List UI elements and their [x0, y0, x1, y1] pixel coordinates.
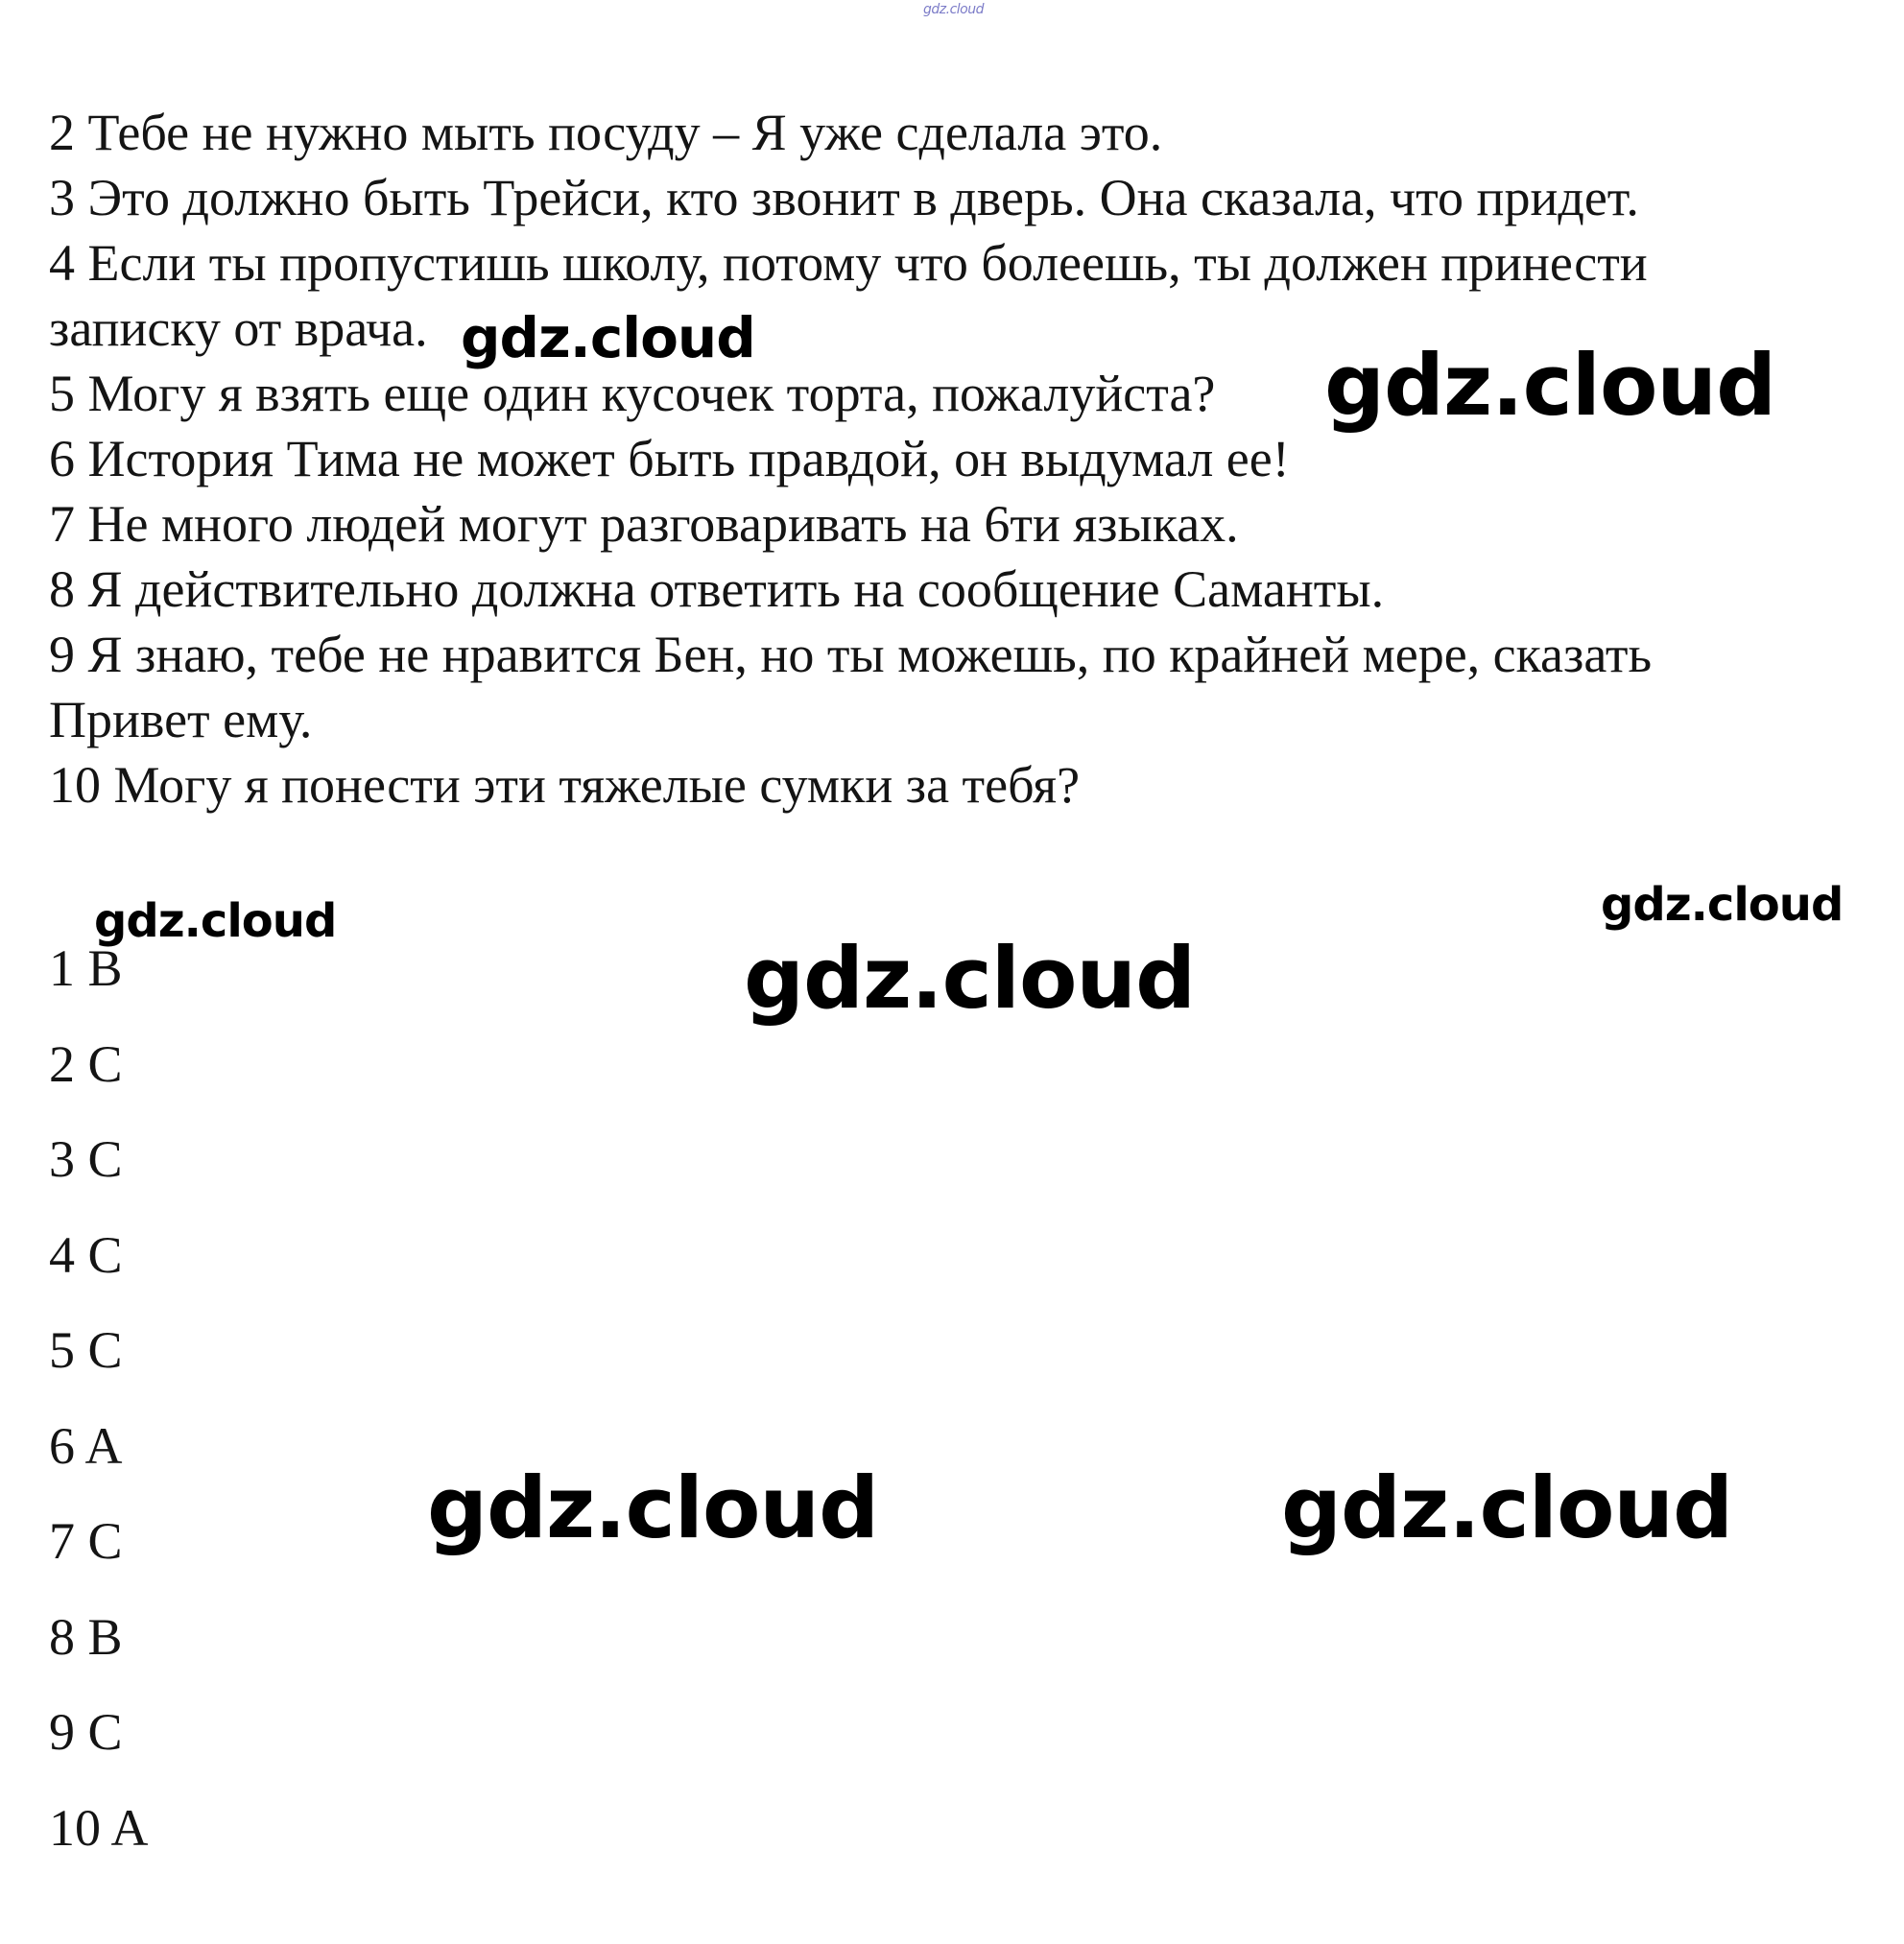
- answer-item: 6 A: [49, 1416, 123, 1475]
- translation-line: 5 Могу я взять еще один кусочек торта, пожалуйста?: [49, 365, 1216, 422]
- answer-list: [49, 936, 149, 1890]
- answer-item: 9 C: [49, 1703, 123, 1761]
- answer-item: 8 B: [49, 1607, 123, 1666]
- watermark: gdz.cloud: [744, 929, 1196, 1028]
- watermark: gdz.cloud: [461, 305, 755, 370]
- answer-item: 10 A: [49, 1798, 149, 1857]
- watermark: gdz.cloud: [1324, 336, 1776, 435]
- translation-line: 2 Тебе не нужно мыть посуду – Я уже сделала это.: [49, 104, 1163, 161]
- translation-line: 8 Я действительно должна ответить на сообщение Саманты.: [49, 560, 1385, 618]
- watermark: gdz.cloud: [1281, 1458, 1733, 1557]
- translation-line: 10 Могу я понести эти тяжелые сумки за тебя?: [49, 756, 1081, 814]
- answer-item: 5 C: [49, 1321, 123, 1379]
- translation-line: 4 Если ты пропустишь школу, потому что болеешь, ты должен принести: [49, 234, 1648, 292]
- answer-item: 3 C: [49, 1130, 123, 1188]
- answer-item: 1 B: [49, 939, 123, 997]
- site-mark: gdz.cloud: [923, 2, 984, 17]
- answer-item: 2 C: [49, 1034, 123, 1093]
- translation-line: Привет ему.: [49, 691, 313, 748]
- translation-line: 7 Не много людей могут разговаривать на 6ти языках.: [49, 495, 1239, 553]
- translation-line: записку от врача.: [49, 299, 428, 357]
- answer-item: 4 C: [49, 1225, 123, 1284]
- watermark: gdz.cloud: [427, 1458, 879, 1557]
- translation-line: 9 Я знаю, тебе не нравится Бен, но ты можешь, по крайней мере, сказать: [49, 626, 1653, 683]
- watermark: gdz.cloud: [94, 894, 337, 948]
- translation-list: [49, 100, 1872, 818]
- answer-item: 7 C: [49, 1512, 123, 1570]
- translation-line: 6 История Тима не может быть правдой, он выдумал ее!: [49, 430, 1290, 487]
- translation-line: 3 Это должно быть Трейси, кто звонит в дверь. Она сказала, что придет.: [49, 169, 1639, 226]
- watermark: gdz.cloud: [1601, 878, 1844, 932]
